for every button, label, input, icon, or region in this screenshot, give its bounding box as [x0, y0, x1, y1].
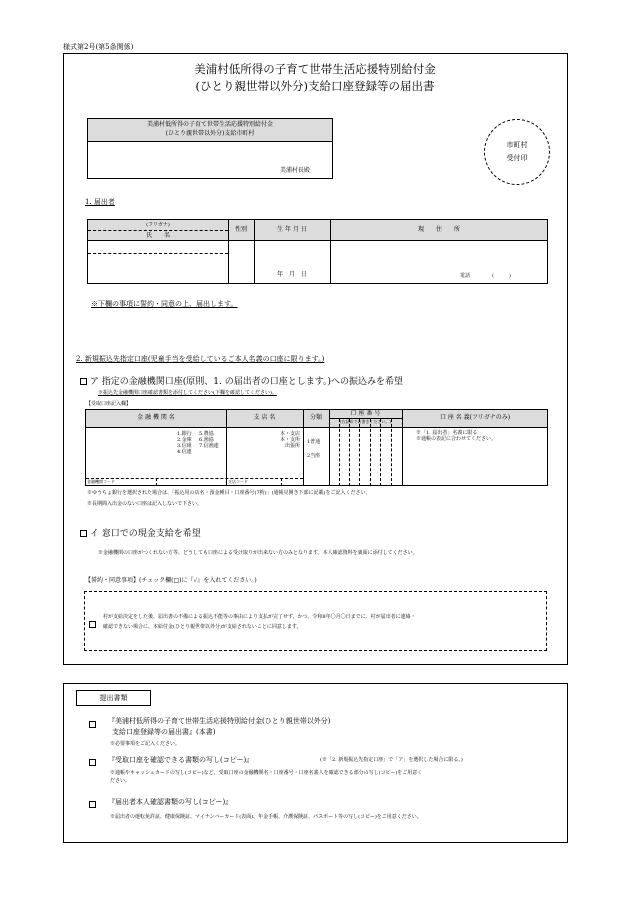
furigana-input[interactable]: [88, 241, 228, 252]
pledge-checkbox[interactable]: [89, 621, 96, 628]
option-a-note: ※振込先金融機関口座確認書類を添付してください(下欄を確認してください)。: [98, 390, 277, 396]
note-longterm: ※長期間入出金のない口座は記入しないで下さい。: [87, 501, 203, 507]
col-account-sub: (右詰めでお書きください。): [339, 419, 392, 424]
phone-input[interactable]: ( ): [492, 273, 511, 279]
doc2-note1: ※通帳やキャッシュカードの写し(コピー)など、受取口座の金融機関名・口座番号・口座名義人を確認できる部分の写し(コピー)をご用意く: [110, 770, 423, 776]
notice-agree: ※下欄の事項に誓約・同意の上、届出します。: [91, 300, 238, 308]
name-input[interactable]: [88, 254, 228, 283]
option-b-row: [80, 530, 201, 539]
col-account: 口 座 番 号: [350, 410, 381, 417]
branch-code-label: 支店コード: [228, 479, 248, 484]
option-a-checkbox[interactable]: [80, 378, 87, 385]
doc2-title: 『受取口座を確認できる書類の写し(コピー)』: [108, 756, 254, 764]
bank-code-label: 金融機関コード: [87, 479, 115, 484]
option-b-label: イ 窓口での現金支給を希望: [89, 529, 201, 539]
account-type-1[interactable]: 1普通: [307, 439, 321, 445]
col-birth: 生 年 月 日: [277, 226, 307, 233]
mayor-label: 美浦村長殿: [280, 167, 311, 174]
col-type: 分類: [309, 414, 322, 421]
doc3-title: 『届出者本人確認書類の写し(コピー)』: [108, 798, 233, 806]
option-a-label: ア 指定の金融機関口座(原則、1. の届出者の口座とします。)への振込みを希望: [89, 377, 403, 387]
branch-types: 本・支店 本・支所 出張所: [280, 431, 301, 449]
section1-heading: 1. 届出者: [85, 198, 115, 206]
note-yucho: ※ゆうちょ銀行を選択された場合は、「振込用の店名・預金種目・口座番号(7桁)」(通帳見開き下部に記載)をご記入ください。: [87, 490, 371, 496]
office-header-line2: (ひとり親世帯以外分)支給市町村: [165, 130, 255, 137]
stamp-line1: 市町村: [506, 141, 528, 149]
stamp-line2: 受付印: [506, 154, 528, 162]
gender-input[interactable]: [229, 241, 254, 283]
section2-heading: 2. 新規振込先指定口座(児童手当を受給しているご本人名義の口座に限ります。): [76, 355, 325, 363]
bank-types-right: 5.農協 6.漁協 7.信漁連: [199, 431, 219, 449]
pledge-line1: 村が支給決定をした後、届出書の不備による振込不能等の事由により支払が完了せず、かつ、令和8年〇月〇日までに、村が届出者に連絡・: [103, 614, 416, 620]
col-holder: 口 座 名 義(フリガナのみ): [439, 414, 511, 421]
doc2-note2: ださい。: [110, 778, 131, 784]
doc3-checkbox[interactable]: [89, 801, 96, 808]
holder-note1: ※「1. 届出者」名義に限る: [416, 430, 478, 436]
pledge-heading: 【誓約・同意事項】(チェック欄(□)に『✓』を入れてください。): [85, 577, 257, 584]
col-bank: 金 融 機 関 名: [137, 414, 175, 421]
option-b-checkbox[interactable]: [80, 530, 87, 537]
col-branch: 支 店 名: [253, 414, 276, 421]
phone-label: 電話: [460, 273, 471, 279]
reception-stamp-area: [484, 119, 550, 185]
birth-date-input[interactable]: 年 月 日: [276, 271, 307, 278]
doc2-aside: (※「2. 新規振込先指定口座」で「ア」を選択した場合に限る。): [320, 757, 463, 763]
holder-note2: ※通帳の表記に合わせてください。: [416, 436, 497, 442]
title-line2: (ひとり親世帯以外分)支給口座登録等の届出書: [195, 79, 435, 93]
col-name: 氏 名: [145, 232, 170, 239]
bank-name-input[interactable]: [86, 428, 176, 477]
title-line1: 美浦村低所得の子育て世帯生活応援特別給付金: [194, 62, 436, 76]
account-type-2[interactable]: 2当座: [307, 453, 321, 459]
documents-heading: 提出書類: [76, 690, 151, 706]
table-caption: 【受取口座記入欄】: [86, 401, 132, 407]
option-a-row: [80, 378, 403, 387]
bank-types-left: 1.銀行 2.金庫 3.信組 4.信連: [177, 431, 192, 455]
doc1-line2: 支給口座登録等の届出書』(本書): [112, 728, 216, 736]
doc3-note: ※届出者の運転免許証、健康保険証、マイナンバーカード(表面)、年金手帳、介護保険証、パスポート等の写し(コピー)をご用意ください。: [110, 814, 422, 820]
pledge-box: [84, 591, 547, 651]
doc2-checkbox[interactable]: [89, 759, 96, 766]
office-header-line1: 美浦村低所得の子育て世帯生活応援特別給付金: [146, 121, 273, 128]
doc1-checkbox[interactable]: [89, 721, 96, 728]
pledge-line2: 確認できない場合に、本給付金(ひとり親世帯以外分)が支給されないことに同意します。: [103, 624, 302, 630]
col-gender: 性別: [234, 226, 247, 233]
address-input[interactable]: [331, 241, 547, 271]
col-furigana: (フリガナ): [146, 222, 170, 228]
option-b-note: ※金融機関の口座がつくれない方等、どうしても口座による受け取りが出来ない方のみとなります。本人確認資料を裏面に添付してください。: [98, 550, 418, 556]
col-address: 現 住 所: [417, 226, 460, 233]
doc1-note: ※必要事項をご記入ください。: [110, 741, 181, 747]
doc1-line1: 『美浦村低所得の子育て世帯生活応援特別給付金(ひとり親世帯以外分): [108, 717, 331, 725]
form-number: 様式第2号(第5条関係): [63, 43, 134, 51]
